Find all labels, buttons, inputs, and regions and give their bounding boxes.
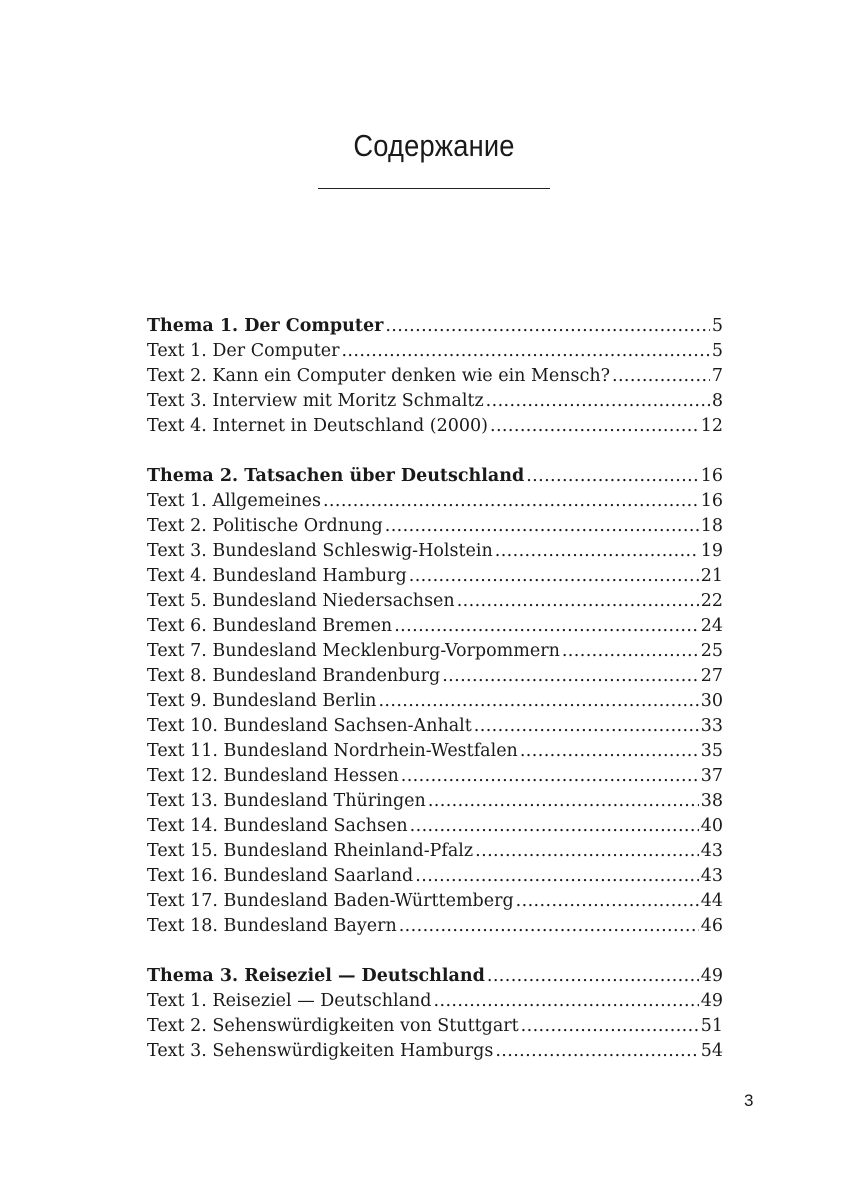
- toc-entry-page: 51: [700, 1016, 723, 1036]
- toc-entry: [147, 1014, 723, 1039]
- toc-entry: [147, 989, 723, 1014]
- toc-entry: [147, 814, 723, 839]
- toc-heading-page: 49: [700, 966, 723, 986]
- toc-entry: [147, 789, 723, 814]
- dot-leader: [378, 689, 698, 714]
- dot-leader: [409, 564, 699, 589]
- toc-entry-page: 44: [700, 891, 723, 911]
- toc-heading: [147, 314, 723, 339]
- toc-entry-label: Text 6. Bundesland Bremen: [147, 616, 393, 636]
- dot-leader: [520, 739, 699, 764]
- title-underline: [318, 188, 550, 189]
- toc-entry: [147, 714, 723, 739]
- toc-entry-label: Text 18. Bundesland Bayern: [147, 916, 397, 936]
- toc-heading-label: Thema 1. Der Computer: [147, 316, 384, 336]
- toc-entry-label: Text 14. Bundesland Sachsen: [147, 816, 408, 836]
- toc-entry-label: Text 3. Bundesland Schleswig-Holstein: [147, 541, 493, 561]
- toc-entry-page: 49: [700, 991, 723, 1011]
- dot-leader: [475, 839, 699, 864]
- toc-entry-label: Text 10. Bundesland Sachsen-Anhalt: [147, 716, 472, 736]
- toc-entry: [147, 564, 723, 589]
- toc-entry-page: 7: [711, 366, 723, 386]
- toc-entry: [147, 889, 723, 914]
- dot-leader: [399, 914, 699, 939]
- toc-heading-page: 16: [700, 466, 723, 486]
- toc-entry-label: Text 4. Bundesland Hamburg: [147, 566, 407, 586]
- toc-entry-page: 24: [700, 616, 723, 636]
- toc-entry: [147, 414, 723, 439]
- toc-entry: [147, 689, 723, 714]
- toc-entry-page: 43: [700, 866, 723, 886]
- toc-entry-page: 46: [700, 916, 723, 936]
- toc-entry-page: 12: [700, 416, 723, 436]
- toc-heading-page: 5: [711, 316, 723, 336]
- toc-entry-label: Text 15. Bundesland Rheinland-Pfalz: [147, 841, 474, 861]
- toc-entry-page: 5: [711, 341, 723, 361]
- toc-entry-page: 25: [700, 641, 723, 661]
- toc-heading: [147, 464, 723, 489]
- toc-entry-label: Text 4. Internet in Deutschland (2000): [147, 416, 488, 436]
- toc-entry-page: 22: [700, 591, 723, 611]
- toc-entry: [147, 864, 723, 889]
- dot-leader: [495, 539, 699, 564]
- toc-heading-label: Thema 3. Reiseziel — Deutschland: [147, 966, 485, 986]
- toc-entry-page: 19: [700, 541, 723, 561]
- dot-leader: [457, 589, 699, 614]
- dot-leader: [486, 389, 710, 414]
- dot-leader: [442, 664, 699, 689]
- toc-entry-label: Text 2. Sehenswürdigkeiten von Stuttgart: [147, 1016, 519, 1036]
- toc-entry-label: Text 16. Bundesland Saarland: [147, 866, 414, 886]
- toc-entry-label: Text 3. Interview mit Moritz Schmaltz: [147, 391, 484, 411]
- toc-entry: [147, 839, 723, 864]
- dot-leader: [521, 1014, 699, 1039]
- dot-leader: [562, 639, 699, 664]
- toc-entry-page: 16: [700, 491, 723, 511]
- dot-leader: [394, 614, 699, 639]
- toc-section-2: [147, 464, 723, 939]
- dot-leader: [323, 489, 699, 514]
- toc-entry: [147, 389, 723, 414]
- toc-entry: [147, 339, 723, 364]
- toc-entry-page: 27: [700, 666, 723, 686]
- toc-entry-label: Text 5. Bundesland Niedersachsen: [147, 591, 455, 611]
- dot-leader: [415, 864, 698, 889]
- table-of-contents: [147, 314, 723, 1089]
- toc-heading-label: Thema 2. Tatsachen über Deutschland: [147, 466, 525, 486]
- toc-entry-label: Text 17. Bundesland Baden-Württemberg: [147, 891, 514, 911]
- toc-entry: [147, 739, 723, 764]
- toc-entry-page: 54: [700, 1041, 723, 1061]
- toc-entry-page: 43: [700, 841, 723, 861]
- toc-entry: [147, 764, 723, 789]
- page-number: 3: [744, 1091, 754, 1110]
- toc-entry-label: Text 3. Sehenswürdigkeiten Hamburgs: [147, 1041, 494, 1061]
- dot-leader: [434, 989, 699, 1014]
- dot-leader: [428, 789, 699, 814]
- dot-leader: [385, 314, 710, 339]
- dot-leader: [410, 814, 699, 839]
- toc-heading: [147, 964, 723, 989]
- toc-entry: [147, 514, 723, 539]
- toc-entry-label: Text 2. Politische Ordnung: [147, 516, 383, 536]
- toc-entry: [147, 364, 723, 389]
- dot-leader: [487, 964, 699, 989]
- toc-entry-page: 37: [700, 766, 723, 786]
- toc-entry-label: Text 1. Allgemeines: [147, 491, 321, 511]
- toc-entry-label: Text 2. Kann ein Computer denken wie ein Mensch?: [147, 366, 610, 386]
- toc-section-1: [147, 314, 723, 439]
- toc-entry: [147, 664, 723, 689]
- toc-entry-label: Text 9. Bundesland Berlin: [147, 691, 377, 711]
- toc-entry-label: Text 8. Bundesland Brandenburg: [147, 666, 441, 686]
- toc-entry-page: 21: [700, 566, 723, 586]
- toc-entry-page: 18: [700, 516, 723, 536]
- toc-entry: [147, 1039, 723, 1064]
- toc-entry-label: Text 7. Bundesland Mecklenburg-Vorpommern: [147, 641, 560, 661]
- toc-entry-page: 8: [711, 391, 723, 411]
- page-title: Содержание: [353, 128, 515, 163]
- toc-entry-label: Text 1. Reiseziel — Deutschland: [147, 991, 432, 1011]
- toc-entry: [147, 639, 723, 664]
- toc-entry-page: 40: [700, 816, 723, 836]
- toc-entry: [147, 539, 723, 564]
- toc-section-3: [147, 964, 723, 1064]
- dot-leader: [526, 464, 699, 489]
- toc-entry-page: 30: [700, 691, 723, 711]
- toc-entry: [147, 914, 723, 939]
- toc-entry: [147, 589, 723, 614]
- dot-leader: [516, 889, 699, 914]
- toc-entry-label: Text 1. Der Computer: [147, 341, 340, 361]
- toc-entry: [147, 489, 723, 514]
- toc-entry-page: 35: [700, 741, 723, 761]
- dot-leader: [385, 514, 699, 539]
- toc-entry: [147, 614, 723, 639]
- dot-leader: [495, 1039, 698, 1064]
- dot-leader: [612, 364, 710, 389]
- toc-entry-label: Text 11. Bundesland Nordrhein-Westfalen: [147, 741, 518, 761]
- toc-entry-page: 38: [700, 791, 723, 811]
- toc-entry-label: Text 12. Bundesland Hessen: [147, 766, 399, 786]
- dot-leader: [490, 414, 699, 439]
- dot-leader: [341, 339, 709, 364]
- toc-entry-page: 33: [700, 716, 723, 736]
- toc-entry-label: Text 13. Bundesland Thüringen: [147, 791, 426, 811]
- dot-leader: [401, 764, 699, 789]
- dot-leader: [474, 714, 699, 739]
